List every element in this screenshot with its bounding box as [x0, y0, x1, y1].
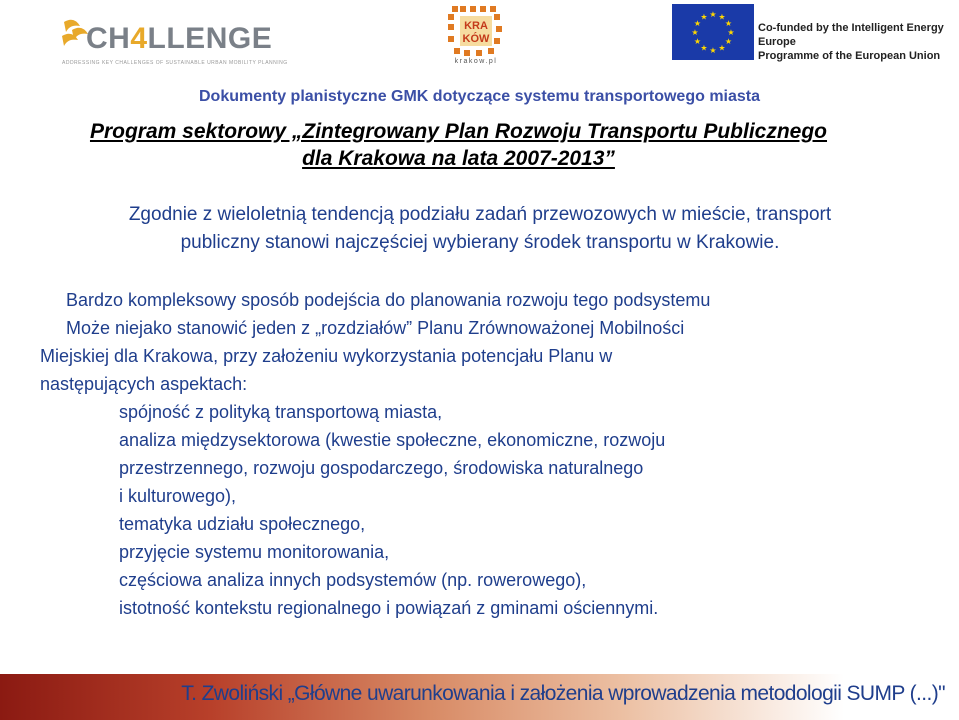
krakow-emblem-icon	[446, 4, 506, 58]
intro-line1: Zgodnie z wieloletnią tendencją podziału zadań przewozowych w mieście, transport	[128, 204, 832, 225]
svg-text:★: ★	[693, 19, 702, 28]
body-line1: Bardzo kompleksowy sposób podejścia do planowania rozwoju tego podsystemu	[66, 290, 711, 310]
intro-line2: publiczny stanowi najczęściej wybierany środek transportu w Krakowie.	[180, 232, 780, 253]
krakow-logo-bottom-text: KÓW	[462, 33, 490, 45]
intro-paragraph	[40, 201, 920, 257]
list-item: przyjęcie systemu monitorowania,	[119, 542, 390, 562]
svg-text:★: ★	[724, 37, 733, 46]
slide-title	[0, 118, 917, 172]
svg-text:★: ★	[718, 43, 726, 53]
krakow-logo	[446, 4, 506, 66]
list-item: i kulturowego),	[119, 486, 237, 506]
svg-text:★: ★	[700, 12, 708, 22]
footer-bar	[0, 674, 959, 720]
body-line3: Miejskiej dla Krakowa, przy założeniu wykorzystania potencjału Planu w	[40, 346, 613, 366]
challenge-wordmark: CH4LLENGE	[86, 22, 273, 55]
eu-cofunding-line1: Co-funded by the Intelligent Energy Europe	[758, 22, 944, 48]
list-item: analiza międzysektorowa (kwestie społeczne, ekonomiczne, rozwoju	[119, 430, 666, 450]
list-item: przestrzennego, rozwoju gospodarczego, środowiska naturalnego	[119, 458, 644, 478]
challenge-tagline: ADDRESSING KEY CHALLENGES OF SUSTAINABLE URBAN MOBILITY PLANNING	[62, 60, 288, 66]
slide-title-line1: Program sektorowy „Zintegrowany Plan Rozwoju Transportu Publicznego	[89, 120, 828, 143]
svg-text:★: ★	[709, 46, 717, 55]
svg-text:★: ★	[691, 28, 699, 37]
krakow-logo-name: krakow.pl	[454, 58, 498, 65]
list-item: częściowa analiza innych podsystemów (np. rowerowego),	[119, 570, 587, 590]
aspects-list	[119, 398, 909, 622]
footer-text: T. Zwoliński „Główne uwarunkowania i założenia wprowadzenia metodologii SUMP (...)"	[181, 682, 945, 705]
eu-cofunding-text	[758, 21, 959, 63]
eu-flag-logo	[672, 4, 754, 60]
document-subtitle: Dokumenty planistyczne GMK dotyczące systemu transportowego miasta	[198, 88, 761, 105]
svg-text:★: ★	[727, 28, 735, 37]
list-item: istotność kontekstu regionalnego i powiązań z gminami ościennymi.	[119, 598, 659, 618]
svg-text:★: ★	[718, 12, 726, 22]
slide-title-line2: dla Krakowa na lata 2007-2013”	[302, 147, 615, 170]
svg-text:★: ★	[724, 19, 733, 28]
svg-text:★: ★	[693, 37, 702, 46]
body-line2: Może niejako stanowić jeden z „rozdziałów” Planu Zrównoważonej Mobilności	[66, 318, 685, 338]
eu-cofunding-line2: Programme of the European Union	[758, 50, 941, 62]
challenge-logo	[58, 8, 288, 70]
body-paragraph	[40, 286, 920, 398]
svg-text:★: ★	[709, 10, 717, 19]
list-item: spójność z polityką transportową miasta,	[119, 402, 443, 422]
eu-flag-icon	[672, 4, 754, 60]
svg-text:★: ★	[700, 43, 708, 53]
list-item: tematyka udziału społecznego,	[119, 514, 366, 534]
body-line4: następujących aspektach:	[40, 374, 248, 394]
krakow-logo-top-text: KRA	[464, 20, 488, 32]
